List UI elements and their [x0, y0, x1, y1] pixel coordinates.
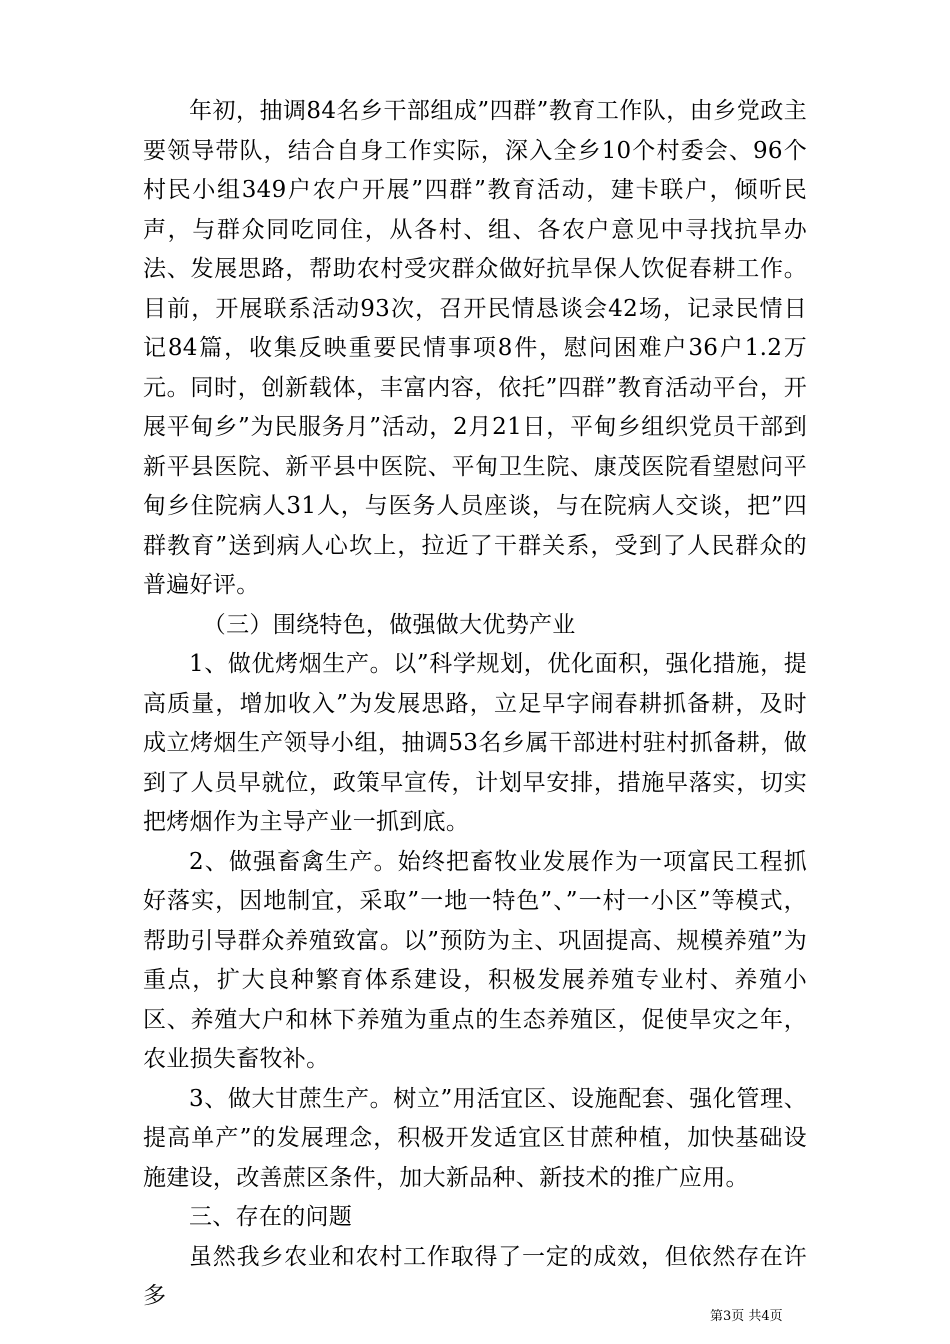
- section-heading-characteristic-industry: （三）围绕特色，做强做大优势产业: [202, 611, 576, 638]
- paragraph-livestock-production: 2、做强畜禽生产。始终把畜牧业发展作为一项富民工程抓好落实，因地制宜，采取”一地一特色”、”一村一小区”等模式，帮助引导群众养殖致富。以”预防为主、巩固提高、规模养殖”为重点，扩大良种繁育体系建设，积极发展养殖专业村、养殖小区、养殖大户和林下养殖为重点的生态养殖区，促使旱灾之年，农业损失畜牧补。: [143, 848, 807, 1072]
- section-heading-existing-problems: 三、存在的问题: [189, 1204, 353, 1230]
- paragraph-tobacco-production: 1、做优烤烟生产。以”科学规划，优化面积，强化措施，提高质量，增加收入”为发展思路，立足早字闹春耕抓备耕，及时成立烤烟生产领导小组，抽调53名乡属干部进村驻村抓备耕，做到了人员早就位，政策早宣传，计划早安排，措施早落实，切实把烤烟作为主导产业一抓到底。: [143, 651, 807, 835]
- paragraph-four-groups-education: 年初，抽调84名乡干部组成”四群”教育工作队，由乡党政主要领导带队，结合自身工作实际，深入全乡10个村委会、96个村民小组349户农户开展”四群”教育活动，建卡联户，倾听民声，与群众同吃同住，从各村、组、各农户意见中寻找抗旱办法、发展思路，帮助农村受灾群众做好抗旱保人饮促春耕工作。目前，开展联系活动93次，召开民情恳谈会42场，记录民情日记84篇，收集反映重要民情事项8件，慰问困难户36户1.2万元。同时，创新载体，丰富内容，依托”四群”教育活动平台，开展平甸乡”为民服务月”活动，2月21日，平甸乡组织党员干部到新平县医院、新平县中医院、平甸卫生院、康茂医院看望慰问平甸乡住院病人31人，与医务人员座谈，与在院病人交谈，把”四群教育”送到病人心坎上，拉近了干群关系，受到了人民群众的普遍好评。: [143, 98, 807, 598]
- document-body: [143, 92, 807, 1317]
- paragraph-problems-intro: 虽然我乡农业和农村工作取得了一定的成效，但依然存在许多: [143, 1243, 807, 1309]
- paragraph-sugarcane-production: 3、做大甘蔗生产。树立”用活宜区、设施配套、强化管理、提高单产”的发展理念，积极开发适宜区甘蔗种植，加快基础设施建设，改善蔗区条件，加大新品种、新技术的推广应用。: [143, 1085, 807, 1191]
- page-number-footer: 第3页 共4页: [710, 1309, 783, 1324]
